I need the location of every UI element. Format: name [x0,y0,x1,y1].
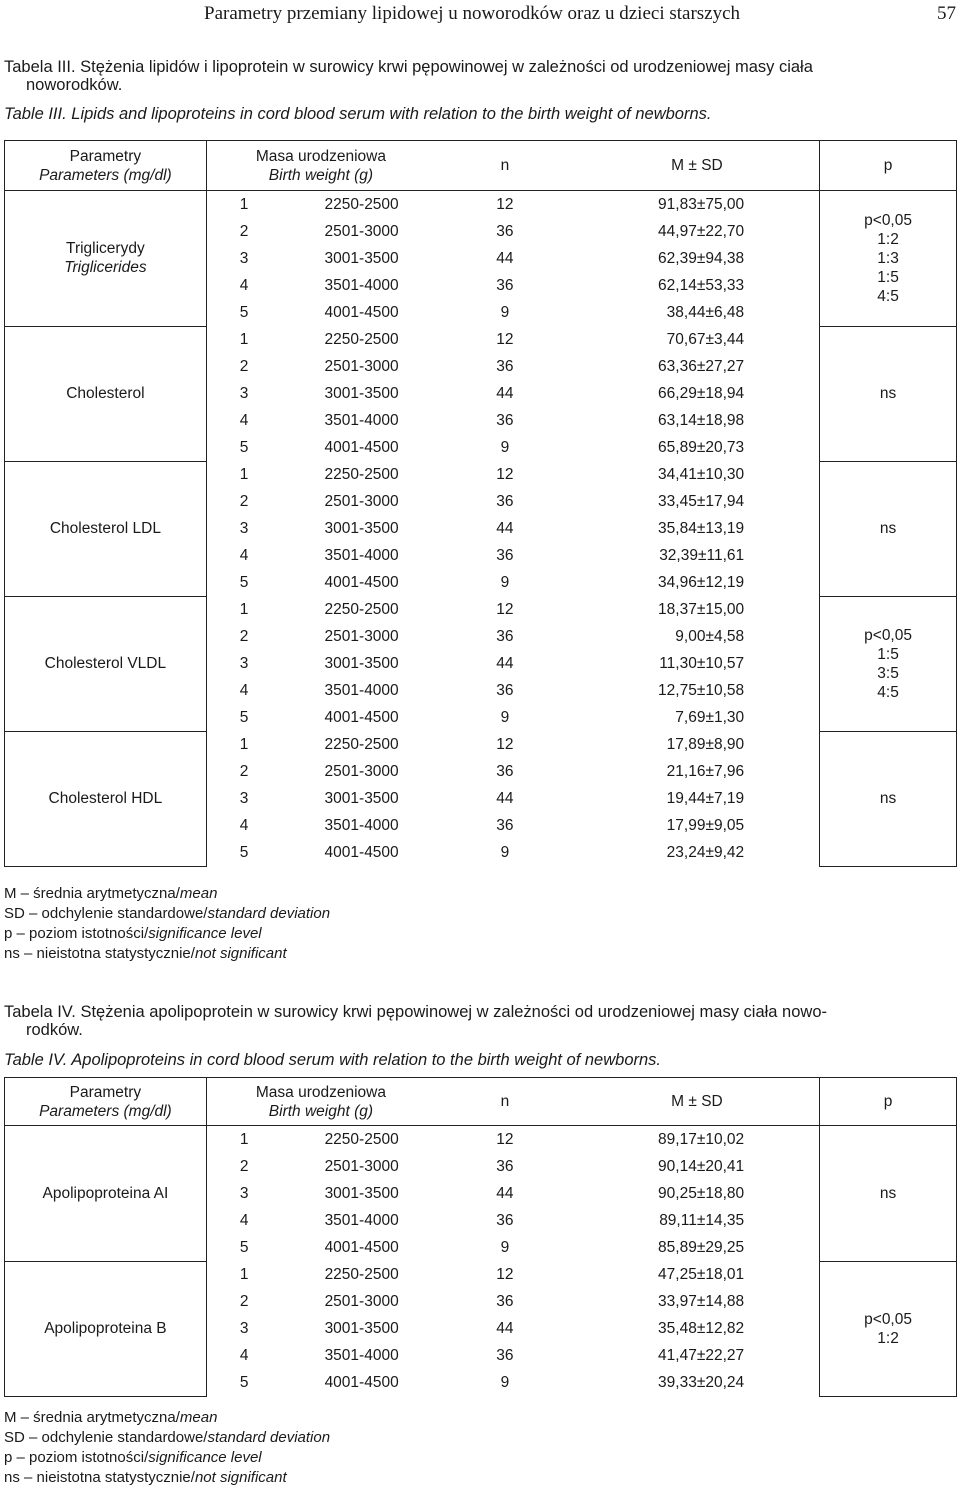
count-n: 36 [496,357,514,375]
count-n: 36 [496,762,514,780]
group-number: 3 [239,1184,249,1202]
mean-sd: 85,89±29,25 [658,1238,745,1256]
group-number: 4 [239,681,249,699]
table4-notes [4,1408,330,1488]
mean-sd: 34,41±10,30 [658,465,745,483]
p-value-line: 1:5 [877,268,899,286]
p-value [820,596,957,731]
mean-sd: 33,97±14,88 [658,1292,745,1310]
mean-sd: 21,16±7,96 [666,762,745,780]
count-n: 9 [500,1373,510,1391]
group-number: 2 [239,492,249,510]
p-value-line: 1:3 [877,249,899,267]
header-birth-weight [206,1078,435,1126]
mean-sd: 34,96±12,19 [658,573,745,591]
note-p: p – poziom istotności/significance level [4,1449,262,1466]
count-n: 9 [500,303,510,321]
count-n: 44 [496,519,514,537]
weight-range: 3501-4000 [324,1211,399,1229]
group-number: 1 [239,735,249,753]
table-row [5,1261,957,1288]
mean-sd: 18,37±15,00 [658,600,745,618]
table3-caption-pl-line1: Tabela III. Stężenia lipidów i lipoprotein w surowicy krwi pępowinowej w zależności od urodzeniowej masy ciała [4,58,813,76]
count-n: 36 [496,816,514,834]
parameter-name [5,731,207,866]
mean-sd: 19,44±7,19 [666,789,745,807]
p-value-line: p<0,05 [864,1310,912,1328]
count-n: 12 [496,195,514,213]
weight-range: 2501-3000 [324,627,399,645]
mean-sd: 12,75±10,58 [658,681,745,699]
count-n: 9 [500,1238,510,1256]
header-p: p [820,1078,957,1126]
weight-range: 2501-3000 [324,762,399,780]
parameter-name-pl: Cholesterol LDL [49,520,161,537]
table-row [5,1126,957,1154]
table4-caption-pl [4,1003,827,1039]
group-number: 4 [239,276,249,294]
count-n: 12 [496,330,514,348]
count-n: 9 [500,708,510,726]
header-msd: M ± SD [575,1078,820,1126]
count-n: 12 [496,1130,514,1148]
group-number: 3 [239,384,249,402]
p-value-line: 4:5 [877,683,899,701]
count-n: 36 [496,1346,514,1364]
table-row [5,731,957,758]
mean-sd: 63,14±18,98 [658,411,745,429]
note-mean: M – średnia arytmetyczna/mean [4,1409,218,1426]
group-number: 5 [239,573,249,591]
weight-range: 3001-3500 [324,519,399,537]
table4-caption-pl-line1: Tabela IV. Stężenia apolipoprotein w surowicy krwi pępowinowej w zależności od urodzeniowej masy ciała nowo- [4,1003,827,1021]
group-number: 5 [239,1238,249,1256]
header-weight-en: Birth weight (g) [268,166,374,184]
p-value-line: 3:5 [877,664,899,682]
mean-sd: 17,99±9,05 [666,816,745,834]
weight-range: 2250-2500 [324,735,399,753]
count-n: 9 [500,573,510,591]
mean-sd: 90,14±20,41 [658,1157,745,1175]
mean-sd: 35,84±13,19 [658,519,745,537]
mean-sd: 62,14±53,33 [658,276,745,294]
count-n: 36 [496,546,514,564]
parameter-name [5,461,207,596]
weight-range: 4001-4500 [324,573,399,591]
count-n: 36 [496,1157,514,1175]
mean-sd: 17,89±8,90 [666,735,745,753]
group-number: 1 [239,465,249,483]
weight-range: 4001-4500 [324,1238,399,1256]
parameter-name-pl: Cholesterol [66,385,145,402]
weight-range: 2501-3000 [324,492,399,510]
weight-range: 3001-3500 [324,1319,399,1337]
group-number: 4 [239,816,249,834]
group-number: 4 [239,1346,249,1364]
group-number: 2 [239,1157,249,1175]
table4 [4,1077,957,1397]
weight-range: 2250-2500 [324,330,399,348]
table-row [5,191,957,219]
mean-sd: 44,97±22,70 [658,222,745,240]
weight-range: 4001-4500 [324,438,399,456]
p-value-line: p<0,05 [864,626,912,644]
group-number: 5 [239,708,249,726]
weight-range: 3501-4000 [324,1346,399,1364]
mean-sd: 63,36±27,27 [658,357,745,375]
count-n: 36 [496,627,514,645]
group-number: 2 [239,1292,249,1310]
header-weight-pl: Masa urodzeniowa [255,1083,386,1101]
group-number: 4 [239,1211,249,1229]
group-number: 4 [239,411,249,429]
count-n: 44 [496,1319,514,1337]
parameter-name-pl: Triglicerydy [66,240,145,258]
mean-sd: 39,33±20,24 [658,1373,745,1391]
header-n: n [435,141,575,191]
weight-range: 2501-3000 [324,357,399,375]
running-title: Parametry przemiany lipidowej u noworodków oraz u dzieci starszych [204,3,741,24]
mean-sd: 47,25±18,01 [658,1265,745,1283]
mean-sd: 65,89±20,73 [658,438,745,456]
running-header [0,0,960,28]
group-number: 2 [239,762,249,780]
weight-range: 3001-3500 [324,789,399,807]
mean-sd: 11,30±10,57 [659,654,745,672]
p-value-line: 1:2 [877,230,899,248]
weight-range: 4001-4500 [324,708,399,726]
mean-sd: 9,00±4,58 [675,627,745,645]
group-number: 4 [239,546,249,564]
note-mean: M – średnia arytmetyczna/mean [4,885,218,902]
mean-sd: 23,24±9,42 [666,843,745,861]
p-value [820,191,957,327]
weight-range: 3001-3500 [324,249,399,267]
mean-sd: 41,47±22,27 [658,1346,745,1364]
weight-range: 3501-4000 [324,276,399,294]
parameter-name [5,596,207,731]
table-row [5,596,957,623]
parameter-name-pl: Cholesterol VLDL [44,655,167,672]
table3-caption-pl-line2: noworodków. [26,76,123,94]
mean-sd: 70,67±3,44 [666,330,745,348]
weight-range: 3001-3500 [324,654,399,672]
weight-range: 3501-4000 [324,411,399,429]
group-number: 2 [239,627,249,645]
count-n: 44 [496,249,514,267]
note-sd: SD – odchylenie standardowe/standard deviation [4,1429,331,1446]
group-number: 1 [239,1265,249,1283]
weight-range: 3001-3500 [324,384,399,402]
header-param-en: Parameters (mg/dl) [39,166,172,184]
p-value-line: 1:2 [877,1329,899,1347]
count-n: 36 [496,1211,514,1229]
group-number: 2 [239,222,249,240]
mean-sd: 62,39±94,38 [658,249,745,267]
p-value-line: 4:5 [877,287,899,305]
mean-sd: 38,44±6,48 [666,303,745,321]
parameter-name-pl: Cholesterol HDL [48,790,163,807]
weight-range: 4001-4500 [324,303,399,321]
weight-range: 3001-3500 [324,1184,399,1202]
note-p: p – poziom istotności/significance level [4,925,262,942]
weight-range: 2250-2500 [324,600,399,618]
weight-range: 4001-4500 [324,843,399,861]
header-parameters [5,1078,207,1126]
header-weight-en: Birth weight (g) [268,1102,374,1120]
header-param-en: Parameters (mg/dl) [39,1102,172,1120]
count-n: 44 [496,654,514,672]
mean-sd: 91,83±75,00 [658,195,745,213]
p-value [820,1126,957,1262]
count-n: 36 [496,681,514,699]
weight-range: 2501-3000 [324,1292,399,1310]
p-value [820,731,957,866]
header-msd: M ± SD [575,141,820,191]
count-n: 9 [500,438,510,456]
p-value-line: ns [879,790,897,807]
table4-caption-pl-line2: rodków. [26,1021,83,1039]
table-row [5,326,957,353]
group-number: 2 [239,357,249,375]
group-number: 1 [239,1130,249,1148]
page-number: 57 [937,3,956,24]
mean-sd: 33,45±17,94 [658,492,745,510]
p-value-line: ns [879,520,897,537]
header-p: p [820,141,957,191]
mean-sd: 89,11±14,35 [659,1211,745,1229]
count-n: 12 [496,1265,514,1283]
header-param-pl: Parametry [69,147,142,165]
count-n: 12 [496,735,514,753]
count-n: 36 [496,222,514,240]
parameter-name [5,1261,207,1396]
note-sd: SD – odchylenie standardowe/standard deviation [4,905,331,922]
weight-range: 2250-2500 [324,1265,399,1283]
group-number: 5 [239,843,249,861]
count-n: 44 [496,384,514,402]
group-number: 1 [239,600,249,618]
weight-range: 4001-4500 [324,1373,399,1391]
parameter-name-pl: Apolipoproteina AI [42,1184,169,1202]
weight-range: 2250-2500 [324,1130,399,1148]
mean-sd: 32,39±11,61 [659,546,745,564]
table3 [4,140,957,867]
p-value-line: ns [879,1184,897,1202]
group-number: 1 [239,195,249,213]
p-value-line: p<0,05 [864,211,912,229]
header-parameters [5,141,207,191]
weight-range: 2250-2500 [324,465,399,483]
table3-caption-en: Table III. Lipids and lipoproteins in cord blood serum with relation to the birth weight of newborns. [4,105,712,123]
count-n: 44 [496,789,514,807]
table3-notes [4,884,330,964]
weight-range: 2501-3000 [324,1157,399,1175]
mean-sd: 89,17±10,02 [658,1130,745,1148]
count-n: 36 [496,1292,514,1310]
count-n: 12 [496,465,514,483]
count-n: 9 [500,843,510,861]
header-param-pl: Parametry [69,1083,142,1101]
parameter-name [5,191,207,327]
p-value [820,461,957,596]
count-n: 44 [496,1184,514,1202]
parameter-name [5,1126,207,1262]
table-row [5,461,957,488]
group-number: 3 [239,1319,249,1337]
header-weight-pl: Masa urodzeniowa [255,147,386,165]
header-birth-weight [206,141,435,191]
group-number: 3 [239,519,249,537]
count-n: 36 [496,276,514,294]
note-ns: ns – nieistotna statystycznie/not significant [4,1469,287,1486]
p-value-line: ns [879,385,897,402]
group-number: 3 [239,654,249,672]
group-number: 3 [239,789,249,807]
weight-range: 2501-3000 [324,222,399,240]
count-n: 36 [496,411,514,429]
weight-range: 3501-4000 [324,816,399,834]
mean-sd: 7,69±1,30 [675,708,745,726]
group-number: 5 [239,438,249,456]
weight-range: 3501-4000 [324,546,399,564]
header-n: n [435,1078,575,1126]
count-n: 36 [496,492,514,510]
mean-sd: 35,48±12,82 [658,1319,745,1337]
group-number: 5 [239,303,249,321]
table3-caption-pl [4,58,813,94]
note-ns: ns – nieistotna statystycznie/not significant [4,945,287,962]
weight-range: 3501-4000 [324,681,399,699]
group-number: 3 [239,249,249,267]
p-value-line: 1:5 [877,645,899,663]
table4-caption-en: Table IV. Apolipoproteins in cord blood serum with relation to the birth weight of newborns. [4,1051,662,1069]
weight-range: 2250-2500 [324,195,399,213]
count-n: 12 [496,600,514,618]
p-value [820,1261,957,1396]
group-number: 1 [239,330,249,348]
p-value [820,326,957,461]
mean-sd: 90,25±18,80 [658,1184,745,1202]
parameter-name [5,326,207,461]
parameter-name-en: Triglicerides [64,259,147,277]
parameter-name-pl: Apolipoproteina B [44,1320,167,1337]
mean-sd: 66,29±18,94 [658,384,745,402]
group-number: 5 [239,1373,249,1391]
